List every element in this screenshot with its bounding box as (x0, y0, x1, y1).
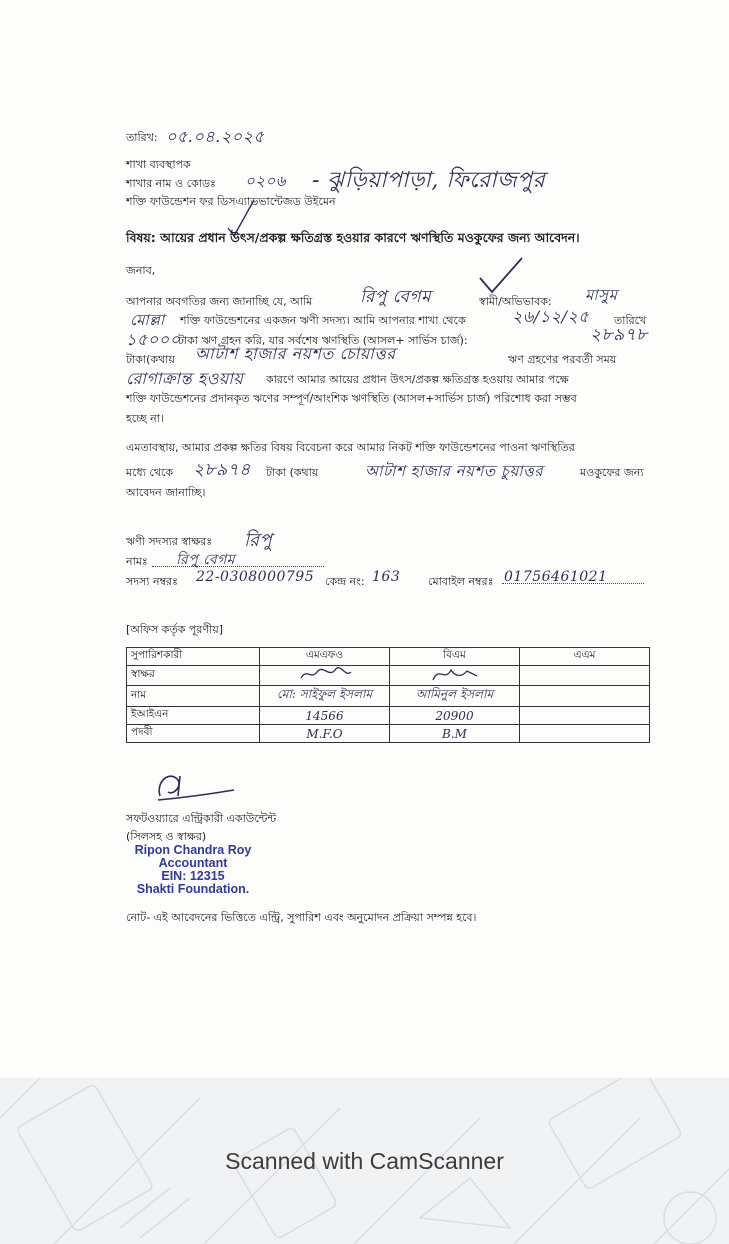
reason-handwritten: রোগাক্রান্ত হওয়ায় (126, 369, 244, 388)
mfo-signature-cell (260, 666, 390, 686)
table-header-cell: এমএফও (260, 648, 390, 666)
seal-org: Shakti Foundation. (136, 882, 250, 896)
date-label: তারিখ: (126, 131, 158, 144)
accountant-seal (127, 844, 259, 896)
bm-ein-cell: 20900 (390, 707, 520, 725)
para1-part-h: কারণে আমার আয়ের প্রধান উৎস/প্রকল্প ক্ষতিগ্রস্ত হওয়ায় আমার পক্ষে (266, 373, 569, 386)
organization-line: শক্তি ফাউন্ডেশন ফর ডিসএ্যাডভান্টেজড উইমেন (126, 195, 336, 208)
mobile-handwritten: 01756461021 (504, 569, 608, 585)
branch-name-code-label: শাখার নাম ও কোডঃ (126, 177, 216, 190)
mobile-label: মোবাইল নম্বরঃ (428, 575, 494, 588)
balance-handwritten: ২৮৯৭৮ (590, 325, 648, 345)
waiver-words-handwritten: আটাশ হাজার নয়শত চুয়াত্তর (365, 462, 544, 480)
am-signature-cell (520, 666, 650, 686)
bm-signature-scribble (425, 666, 485, 682)
check-mark-icon (476, 256, 526, 296)
member-signature-label: ঋণী সদস্যর স্বাক্ষরঃ (126, 535, 213, 548)
table-cell-label: ইআইএন (127, 707, 260, 725)
para2-part-b: মধ্যে থেকে (126, 466, 174, 479)
seal-ein: EIN: 12315 (161, 869, 225, 883)
mobile-dotted-line (502, 583, 644, 584)
office-use-label: [অফিস কর্তৃক পূরণীয়] (126, 623, 223, 636)
table-row (127, 686, 650, 707)
mfo-signature-scribble (295, 666, 355, 682)
am-designation-cell (520, 725, 650, 743)
para1-part-i: শক্তি ফাউন্ডেশনের প্রদানকৃত ঋণের সম্পূর্ণ/আংশিক ঋণস্থিতি (আসল+সার্ভিস চার্জ) পরিশোধ করা সম্ভব (126, 392, 577, 405)
para1-part-f: টাকা(কথায় (126, 353, 175, 366)
camscanner-brand-text: Scanned with CamScanner (225, 1148, 504, 1174)
branch-name-value: - ঝুড়িয়াপাড়া, ফিরোজপুর (312, 168, 546, 193)
am-name-cell (520, 686, 650, 707)
mfo-designation-cell: M.F.O (260, 725, 390, 743)
table-row (127, 648, 650, 666)
subject-tick-icon (226, 198, 256, 238)
para1-part-g: ঋণ গ্রহণের পরবর্তী সময় (508, 353, 617, 366)
para1-part-d: তারিখে (614, 314, 647, 327)
bm-designation-cell: B.M (390, 725, 520, 743)
table-cell-label: নাম (127, 686, 260, 707)
guardian-handwritten: মাসুম (585, 286, 618, 304)
seal-role: Accountant (158, 856, 228, 870)
branch-code-value: ০২০৬ (245, 172, 287, 190)
para2-part-d: মওকুফের জন্য (580, 466, 644, 479)
name-handwritten: রিপু বেগম (176, 552, 236, 568)
member-name-handwritten: রিপু বেগম (360, 287, 432, 307)
para1-part-e: টাকা ঋণ গ্রহন করি, যার সর্বশেষ ঋণস্থিতি (আসল+ সার্ভিস চার্জ): (178, 334, 468, 347)
table-row (127, 707, 650, 725)
para1-part-j: হচ্ছে না। (126, 412, 164, 425)
para2-part-c: টাকা (কথায় (266, 466, 319, 479)
name-dotted-line (152, 566, 324, 567)
mfo-name-cell: মো: সাইফুল ইসলাম (260, 686, 390, 707)
para1-part-c: শক্তি ফাউন্ডেশনের একজন ঋণী সদস্য। আমি আপনার শাখা থেকে (180, 314, 466, 327)
seal-name: Ripon Chandra Roy (134, 843, 252, 857)
center-handwritten: 163 (372, 569, 401, 585)
table-cell-label: পদবী (127, 725, 260, 743)
note-line: নোট- এই আবেদনের ভিত্তিতে এন্ট্রি, সুপারিশ এবং অনুমোদন প্রক্রিয়া সম্পন্ন হবে। (126, 911, 477, 924)
waiver-amount-handwritten: ২৮৯৭৪ (193, 460, 251, 480)
table-row (127, 725, 650, 743)
accountant-subtitle: (সিলসহ ও স্বাক্ষর) (126, 830, 207, 843)
table-header-cell: সুপারিশকারী (127, 648, 260, 666)
para2-part-e: আবেদন জানাচ্ছি। (126, 486, 206, 499)
bm-signature-cell (390, 666, 520, 686)
name-label: নামঃ (126, 555, 148, 568)
date-value: ০৫.০৪.২০২৫ (166, 127, 265, 146)
subject-line: বিষয়: আয়ের প্রধান উৎস/প্রকল্প ক্ষতিগ্রস্ত হওয়ার কারণে ঋণস্থিতি মওকুফের জন্য আবেদন। (126, 230, 580, 245)
table-header-cell: বিএম (390, 648, 520, 666)
para2-part-a: এমতাবস্থায়, আমার প্রকল্প ক্ষতির বিষয় বিবেচনা করে আমার নিকট শক্তি ফাউন্ডেশনের পাওনা ঋণস্থিতির (126, 441, 575, 454)
member-no-label: সদস্য নম্বরঃ (126, 575, 178, 588)
table-cell-label: স্বাক্ষর (127, 666, 260, 686)
member-signature-handwritten: রিপু (244, 530, 273, 551)
para1-part-b: স্বামী/অভিভাবক: (479, 295, 552, 308)
center-label: কেন্দ্র নং: (325, 575, 365, 588)
guardian-handwritten-2: মোল্লা (130, 311, 165, 329)
balance-words-handwritten: আটাশ হাজার নয়শত চোয়াত্তর (195, 344, 396, 363)
loan-amount-handwritten: ১৫০০০ (126, 330, 181, 349)
salutation: জনাব, (126, 264, 156, 277)
member-no-handwritten: 22-0308000795 (196, 569, 315, 585)
para1-part-a: আপনার অবগতির জন্য জানাচ্ছি যে, আমি (126, 295, 313, 308)
bm-name-cell: আমিনুল ইসলাম (390, 686, 520, 707)
table-header-cell: এএম (520, 648, 650, 666)
table-row (127, 666, 650, 686)
branch-manager-label: শাখা ব্যবস্থাপক (126, 158, 191, 171)
mfo-ein-cell: 14566 (260, 707, 390, 725)
loan-date-handwritten: ২৬/১২/২৫ (512, 307, 590, 326)
accountant-signature (150, 770, 240, 804)
office-table (126, 647, 650, 743)
accountant-title: সফটওয়্যারে এন্ট্রিকারী একাউন্টেন্ট (126, 812, 277, 825)
am-ein-cell (520, 707, 650, 725)
